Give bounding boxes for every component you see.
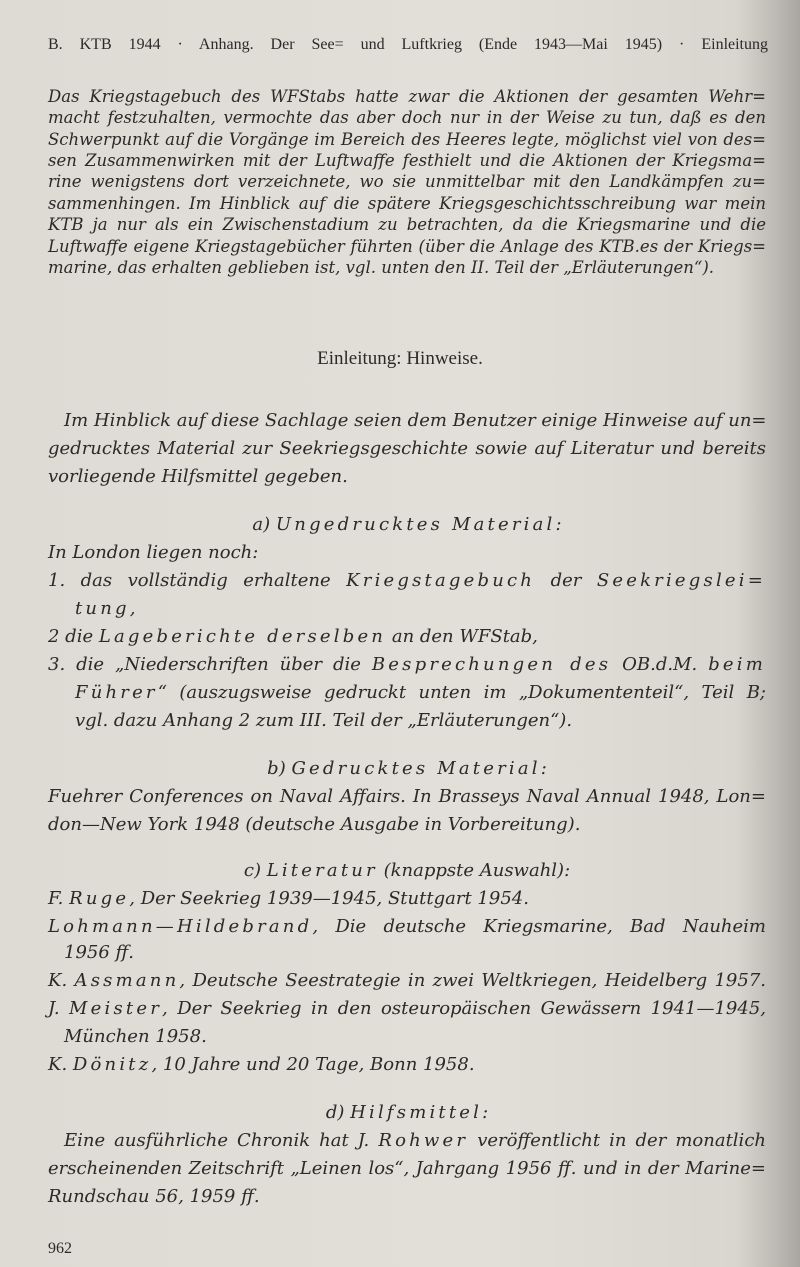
text-segment: rine wenigstens dort verzeichnete, wo sie unmittelbar mit den Landkämpfen zu= (48, 172, 766, 191)
text-segment: Fuehrer Conferences on Naval Affairs. In Brasseys Naval Annual 1948, Lon= (48, 786, 766, 807)
text-segment: : (482, 1102, 489, 1123)
spaced-text: Literatur (266, 860, 378, 881)
text-line (48, 514, 766, 536)
text-segment: d) (325, 1102, 351, 1123)
text-line (48, 257, 766, 279)
text-line (48, 236, 766, 258)
text-segment: 2 die (48, 626, 99, 647)
text-line (48, 786, 766, 808)
text-line (48, 1054, 766, 1076)
text-segment: c) (243, 860, 267, 881)
text-segment: Im Hinblick auf diese Sachlage seien dem Benutzer einige Hinweise auf un= (64, 410, 767, 431)
text-line (48, 758, 766, 780)
text-segment: K. (48, 970, 75, 991)
text-line (48, 171, 766, 193)
text-segment: OB.d.M. (611, 654, 709, 675)
text-line (48, 193, 766, 215)
text-segment: K. (48, 1054, 73, 1075)
spaced-text: Meister (69, 998, 162, 1019)
spaced-text: Ruge (69, 888, 130, 909)
spaced-text: Kriegstagebuch (346, 570, 536, 591)
text-segment: marine, das erhalten geblieben ist, vgl. unten den II. Teil der „Erläuterungen“). (48, 258, 715, 277)
text-segment: , 10 Jahre und 20 Tage, Bonn 1958. (151, 1054, 475, 1075)
text-line (48, 466, 766, 488)
page-number: 962 (48, 1240, 72, 1257)
spaced-text: Gedrucktes Material (291, 758, 541, 779)
text-segment: , Deutsche Seestrategie in zwei Weltkriegen, Heidelberg 1957. (179, 970, 766, 991)
text-segment: Das Kriegstagebuch des WFStabs hatte zwar die Aktionen der gesamten Wehr= (48, 87, 766, 106)
text-line (48, 542, 766, 564)
spaced-text: Rohwer (378, 1130, 469, 1151)
text-segment: b) (267, 758, 292, 779)
text-segment: sammenhingen. Im Hinblick auf die spätere Kriegsgeschichtsschreibung war mein (48, 194, 766, 213)
text-segment: , Der Seekrieg 1939—1945, Stuttgart 1954. (129, 888, 529, 909)
text-line (48, 970, 766, 992)
text-line (48, 814, 766, 836)
text-line (64, 1130, 766, 1152)
spaced-text: Assmann (74, 970, 180, 991)
text-line (48, 150, 766, 172)
spaced-text: Ungedrucktes Material (275, 514, 556, 535)
text-line (64, 410, 766, 432)
text-line (48, 129, 766, 151)
spaced-text: beim (708, 654, 766, 675)
text-line (48, 860, 766, 882)
spaced-text: Lohmann—Hildebrand (48, 916, 313, 937)
text-line (75, 682, 766, 704)
text-segment: KTB ja nur als ein Zwischenstadium zu betrachten, da die Kriegsmarine und die (48, 215, 766, 234)
text-segment: , Die deutsche Kriegsmarine, Bad Nauheim (312, 916, 766, 937)
text-line (48, 998, 766, 1020)
text-segment: an den WFStab, (386, 626, 538, 647)
text-line (48, 107, 766, 129)
text-line (48, 1158, 766, 1180)
spaced-text: Seekriegslei= (596, 570, 766, 591)
text-line (64, 1026, 766, 1048)
spaced-text: Hilfsmittel (350, 1102, 483, 1123)
text-line (48, 654, 766, 676)
text-segment: (knappste Auswahl): (377, 860, 571, 881)
text-line (48, 86, 766, 108)
text-segment: vgl. dazu Anhang 2 zum III. Teil der „Erläuterungen“). (75, 710, 573, 731)
text-segment: a) (252, 514, 276, 535)
text-segment: “ (auszugsweise gedruckt unten im „Dokumententeil“, Teil B; (157, 682, 766, 703)
text-line (75, 710, 766, 732)
text-segment: : (540, 758, 547, 779)
text-segment: : (555, 514, 562, 535)
spaced-text: Dönitz (72, 1054, 152, 1075)
text-segment: veröffentlicht in der monatlich (468, 1130, 766, 1151)
text-line (48, 570, 766, 592)
text-line (48, 626, 766, 648)
spaced-text: Besprechungen des (371, 654, 612, 675)
text-segment: don—New York 1948 (deutsche Ausgabe in Vorbereitung). (48, 814, 581, 835)
text-segment: 1956 ff. (64, 942, 135, 963)
text-segment: der (535, 570, 597, 591)
text-segment: Rundschau 56, 1959 ff. (48, 1186, 260, 1207)
text-segment: J. (48, 998, 70, 1019)
text-segment: gedrucktes Material zur Seekriegsgeschichte sowie auf Literatur und bereits (48, 438, 766, 459)
spaced-text: tung, (75, 598, 139, 619)
text-segment: München 1958. (64, 1026, 207, 1047)
text-line (75, 598, 766, 620)
text-segment: Eine ausführliche Chronik hat J. (64, 1130, 379, 1151)
text-line (48, 916, 766, 938)
text-segment: In London liegen noch: (48, 542, 259, 563)
text-segment: erscheinenden Zeitschrift „Leinen los“, Jahrgang 1956 ff. und in der Marine= (48, 1158, 766, 1179)
text-line (64, 942, 766, 964)
text-line (48, 888, 766, 910)
text-segment: Luftwaffe eigene Kriegstagebücher führten (über die Anlage des KTB.es der Kriegs= (48, 237, 766, 256)
text-segment: sen Zusammenwirken mit der Luftwaffe festhielt und die Aktionen der Kriegsma= (48, 151, 766, 170)
text-line (48, 1186, 766, 1208)
spaced-text: Lageberichte derselben (98, 626, 387, 647)
text-segment: , Der Seekrieg in den osteuropäischen Gewässern 1941—1945, (162, 998, 766, 1019)
text-segment: 1. das vollständig erhaltene (48, 570, 347, 591)
running-header: B. KTB 1944 · Anhang. Der See= und Luftkrieg (Ende 1943—Mai 1945) · Einleitung (48, 36, 768, 53)
section-heading: Einleitung: Hinweise. (317, 348, 483, 369)
text-segment: macht festzuhalten, vermochte das aber doch nur in der Weise zu tun, daß es den (48, 108, 766, 127)
text-segment: 3. die „Niederschriften über die (48, 654, 372, 675)
text-line (48, 1102, 766, 1124)
text-segment: vorliegende Hilfsmittel gegeben. (48, 466, 348, 487)
text-segment: F. (48, 888, 70, 909)
spaced-text: Führer (75, 682, 158, 703)
text-segment: Schwerpunkt auf die Vorgänge im Bereich des Heeres legte, möglichst viel von des= (48, 130, 766, 149)
text-line (48, 438, 766, 460)
text-line (48, 214, 766, 236)
